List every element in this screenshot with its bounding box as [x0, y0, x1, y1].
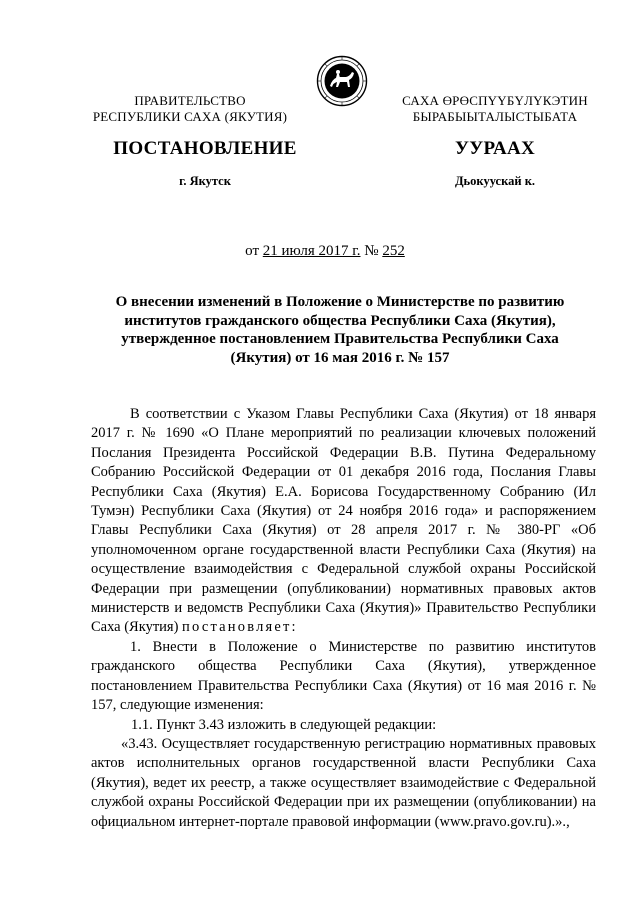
- subject-line: (Якутия) от 16 мая 2016 г. № 157: [230, 349, 450, 366]
- subject-line: институтов гражданского общества Республики Саха (Якутия),: [124, 312, 556, 329]
- dateline-prefix: от: [245, 243, 263, 259]
- doc-type-russian: ПОСТАНОВЛЕНИЕ: [113, 138, 297, 159]
- document-date: 21 июля 2017 г.: [262, 243, 361, 259]
- document-body: [91, 405, 596, 832]
- header-right: [370, 93, 620, 125]
- header-left-line1: ПРАВИТЕЛЬСТВО: [134, 93, 246, 108]
- number-label: №: [360, 243, 383, 259]
- city-yakut: Дьокуускай к.: [454, 174, 536, 188]
- subject-line: утвержденное постановлением Правительства Республики Саха: [121, 331, 559, 347]
- header-right-line1: САХА ӨРӨСПYYБYЛYКЭТИН: [402, 93, 588, 108]
- preamble-text: В соответствии с Указом Главы Республики Саха (Якутия) от 18 января 2017 г. № 1690 «О Плане мероприятий по реализации ключевых положений Послания Президента Российской Федерации В.В. Путина Федеральному Собранию Российской Федерации от 01 декабря 2016 года, Послания Главы Республики Саха (Якутия) Е.А. Борисова Государственному Собранию (Ил Тумэн) Республики Саха (Якутия) от 24 ноября 2016 года» и распоряжением Главы Республики Саха (Якутия) от 28 апреля 2017 г. № 380-РГ «Об уполномоченном органе государственной власти Республики Саха (Якутия) на осуществление взаимодействия с Федеральной службой охраны Российской Федерации при размещении (опубликовании) нормативных правовых актов министерств и ведомств Республики Саха (Якутия)» Правительство Республики Саха (Якутия): [91, 406, 596, 636]
- quoted-amendment: [91, 735, 596, 832]
- document-subject: [100, 293, 580, 367]
- header-left-line2: РЕСПУБЛИКИ САХА (ЯКУТИЯ): [92, 109, 288, 124]
- dateline: [160, 243, 490, 260]
- resolves-word: постановляет:: [182, 619, 298, 636]
- trailing-mark: ,: [566, 813, 570, 830]
- header-right-line2: БЫРАБЫЫТАЛЫСТЫБАТА: [412, 109, 578, 124]
- preamble-paragraph: [91, 405, 596, 638]
- city-russian: г. Якутск: [179, 174, 231, 188]
- doc-type-yakut: УУРААХ: [454, 138, 536, 159]
- document-number: 252: [382, 243, 405, 259]
- quoted-amendment-text: «3.43. Осуществляет государственную регистрацию нормативных правовых актов исполнительных органов государственной власти Республики Саха (Якутия), ведет их реестр, а также осуществляет взаимодействие с Федеральной службой охраны Российской Федерации при их размещении (опубликовании) на официальном интернет-портале правовой информации (www.pravo.gov.ru).».: [91, 735, 596, 830]
- header-left: [60, 93, 320, 125]
- subject-line: О внесении изменений в Положение о Министерстве по развитию: [115, 294, 565, 310]
- item-1-paragraph: 1. Внести в Положение о Министерстве по развитию институтов гражданского общества Республики Саха (Якутия), утвержденное постановлением Правительства Республики Саха (Якутия) от 16 мая 2016 г. № 157, следующие изменения:: [91, 638, 596, 714]
- item-1-1-paragraph: 1.1. Пункт 3.43 изложить в следующей редакции:: [131, 716, 437, 733]
- coat-of-arms-emblem: [316, 55, 368, 107]
